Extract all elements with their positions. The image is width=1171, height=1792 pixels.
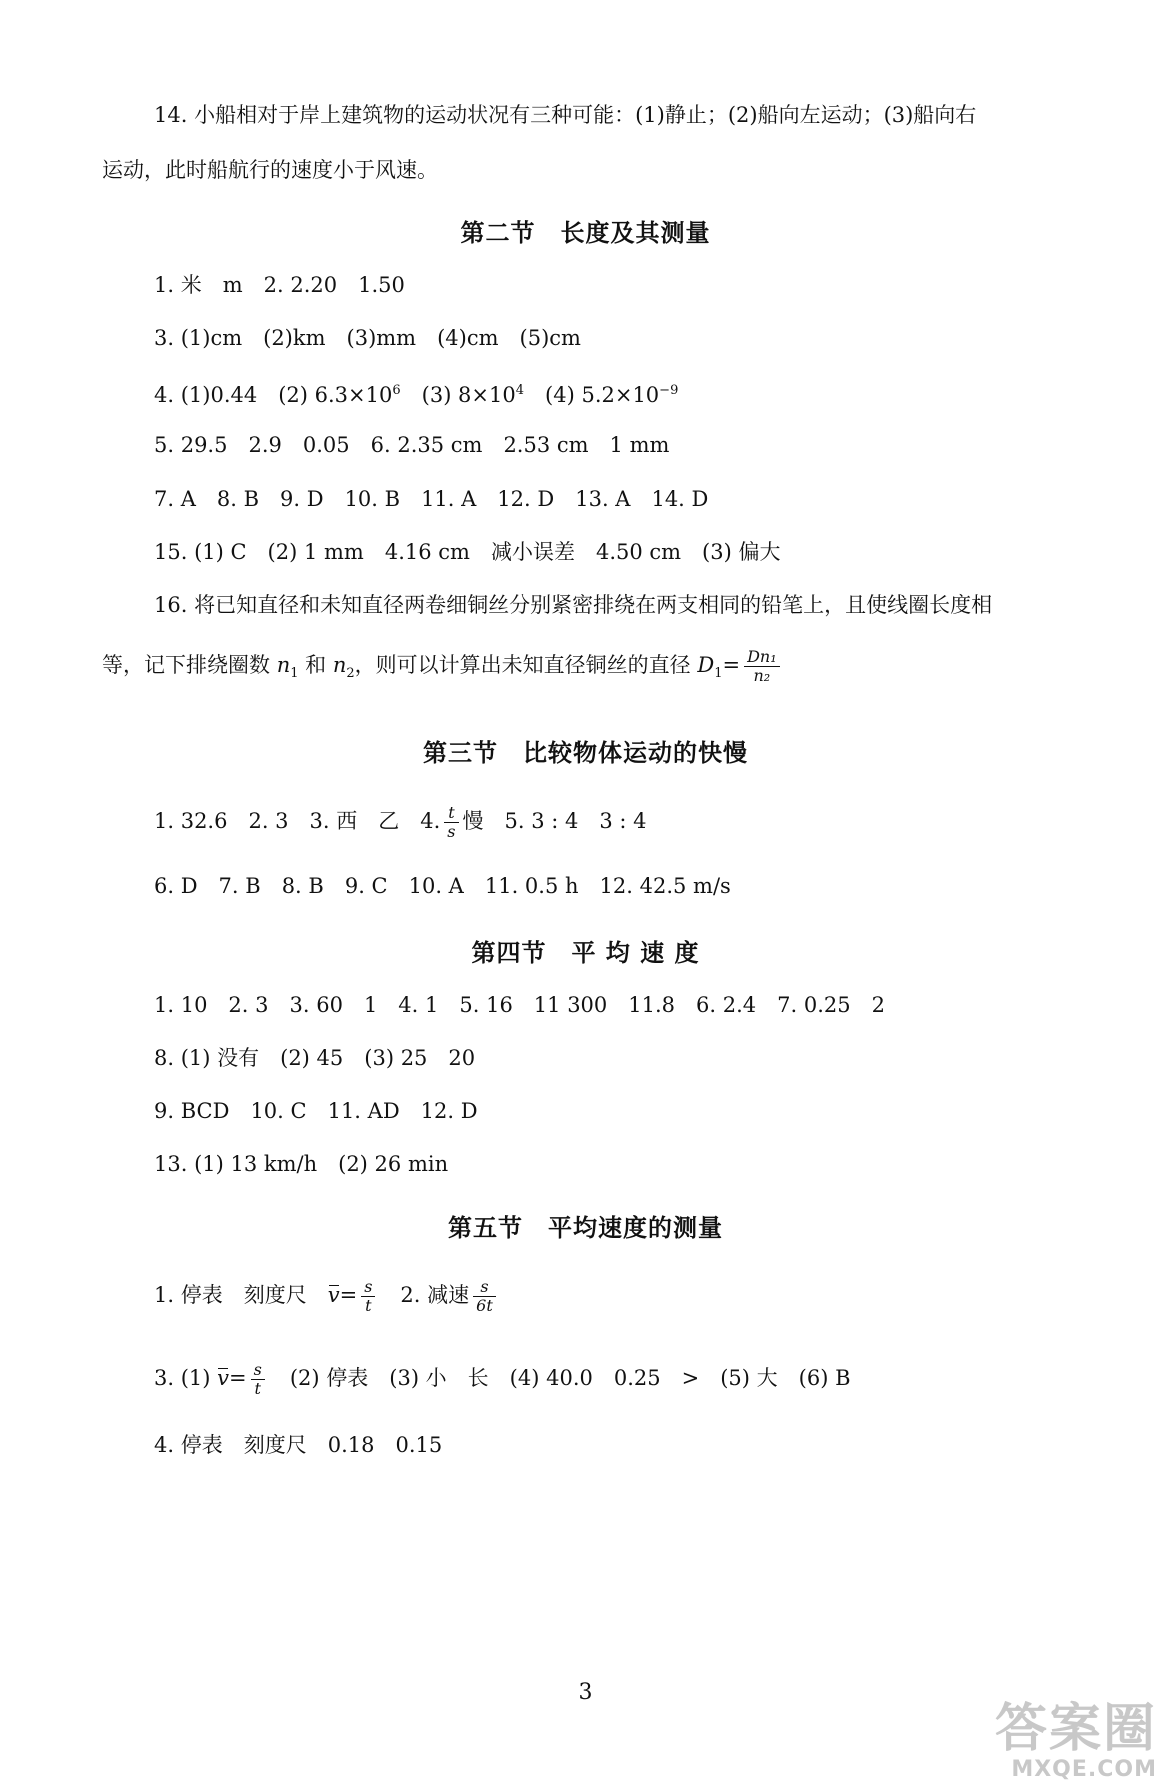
answer-line: 9. BCD 10. C 11. AD 12. D [154, 1099, 478, 1123]
answer-line: 1. 10 2. 3 3. 60 1 4. 1 5. 16 11 300 11.8 6. 2.4 7. 0.25 2 [154, 993, 885, 1017]
answer-text: 和 [298, 653, 333, 677]
answer-line-exponents [154, 376, 1071, 410]
answer-text: (2) 停表 (3) 小 长 (4) 40.0 0.25 > (5) 大 (6) B [268, 1366, 851, 1390]
answer-text: 慢 5. 3 : 4 3 : 4 [462, 809, 647, 833]
answer-14-line1: 14. 小船相对于岸上建筑物的运动状况有三种可能：(1)静止；(2)船向左运动；(3)船向右 [154, 103, 977, 127]
average-velocity-symbol: v [327, 1283, 340, 1307]
exponent: 6 [392, 383, 401, 398]
answer-16-line2 [102, 648, 1071, 689]
answer-line: 4. 停表 刻度尺 0.18 0.15 [154, 1433, 443, 1457]
answer-text: ，则可以计算出未知直径铜丝的直径 [354, 653, 698, 677]
fraction [251, 1361, 265, 1398]
fraction [473, 1278, 496, 1315]
variable-n: n [332, 653, 347, 677]
fraction-denominator: n₂ [753, 666, 771, 685]
answer-text: (3) 8×10 [400, 383, 516, 407]
variable-n: n [276, 653, 291, 677]
average-velocity-symbol: v [217, 1366, 230, 1390]
answer-text: 2. 减速 [379, 1283, 470, 1307]
answer-line-fraction [154, 804, 1071, 841]
variable-d: D [697, 653, 715, 677]
equals-sign: = [722, 653, 741, 677]
subscript: 1 [714, 666, 723, 682]
answer-text: 1. 停表 刻度尺 [154, 1283, 328, 1307]
exponent: 4 [515, 383, 525, 398]
answer-text: (4) 5.2×10 [524, 383, 660, 407]
answer-text: 4. (1)0.44 (2) 6.3×10 [154, 383, 393, 407]
answer-16-line1: 16. 将已知直径和未知直径两卷细铜丝分别紧密排绕在两支相同的铅笔上，且使线圈长度相 [154, 593, 993, 617]
subscript: 2 [346, 666, 355, 682]
answer-line: 13. (1) 13 km/h (2) 26 min [154, 1152, 449, 1176]
answer-line: 7. A 8. B 9. D 10. B 11. A 12. D 13. A 14. D [154, 487, 709, 511]
answer-text: 3. (1) [154, 1366, 218, 1390]
fraction [744, 648, 780, 685]
fraction-numerator: Dn₁ [744, 648, 780, 667]
section-heading-3: 第三节 比较物体运动的快慢 [423, 739, 748, 767]
section-heading-5: 第五节 平均速度的测量 [448, 1214, 723, 1242]
fraction-denominator: t [365, 1296, 372, 1315]
watermark-url: MXQE.COM [1011, 1757, 1157, 1782]
answer-line: 8. (1) 没有 (2) 45 (3) 25 20 [154, 1046, 476, 1070]
section-heading-2: 第二节 长度及其测量 [460, 219, 711, 247]
section-heading-4: 第四节 平 均 速 度 [471, 939, 700, 967]
fraction [444, 804, 458, 841]
answer-line: 15. (1) C (2) 1 mm 4.16 cm 减小误差 4.50 cm (3) 偏大 [154, 540, 781, 564]
answer-14-line2: 运动，此时船航行的速度小于风速。 [102, 158, 438, 182]
watermark-logo [995, 1701, 1157, 1782]
fraction-numerator: s [251, 1361, 265, 1380]
answer-line: 3. (1)cm (2)km (3)mm (4)cm (5)cm [154, 326, 581, 350]
fraction-denominator: t [254, 1379, 261, 1398]
equals-sign: = [339, 1283, 358, 1307]
fraction-numerator: t [444, 804, 458, 823]
answer-line: 5. 29.5 2.9 0.05 6. 2.35 cm 2.53 cm 1 mm [154, 433, 670, 457]
answer-text: 1. 32.6 2. 3 3. 西 乙 4. [154, 809, 441, 833]
fraction-denominator: s [447, 822, 456, 841]
subscript: 1 [290, 666, 299, 682]
watermark-text: 答案圈 [994, 1699, 1157, 1759]
equals-sign: = [229, 1366, 247, 1390]
fraction-numerator: s [361, 1278, 375, 1297]
answer-text: 等，记下排绕圈数 [102, 653, 277, 677]
fraction-denominator: 6t [476, 1296, 493, 1315]
page-number: 3 [578, 1680, 593, 1705]
answer-line-formula [154, 1278, 1071, 1315]
answer-line: 6. D 7. B 8. B 9. C 10. A 11. 0.5 h 12. 42.5 m/s [154, 874, 731, 898]
exponent: −9 [659, 383, 679, 398]
fraction-numerator: s [473, 1278, 496, 1297]
fraction [361, 1278, 375, 1315]
answer-line-formula [154, 1361, 1071, 1398]
answer-line: 1. 米 m 2. 2.20 1.50 [154, 273, 405, 297]
